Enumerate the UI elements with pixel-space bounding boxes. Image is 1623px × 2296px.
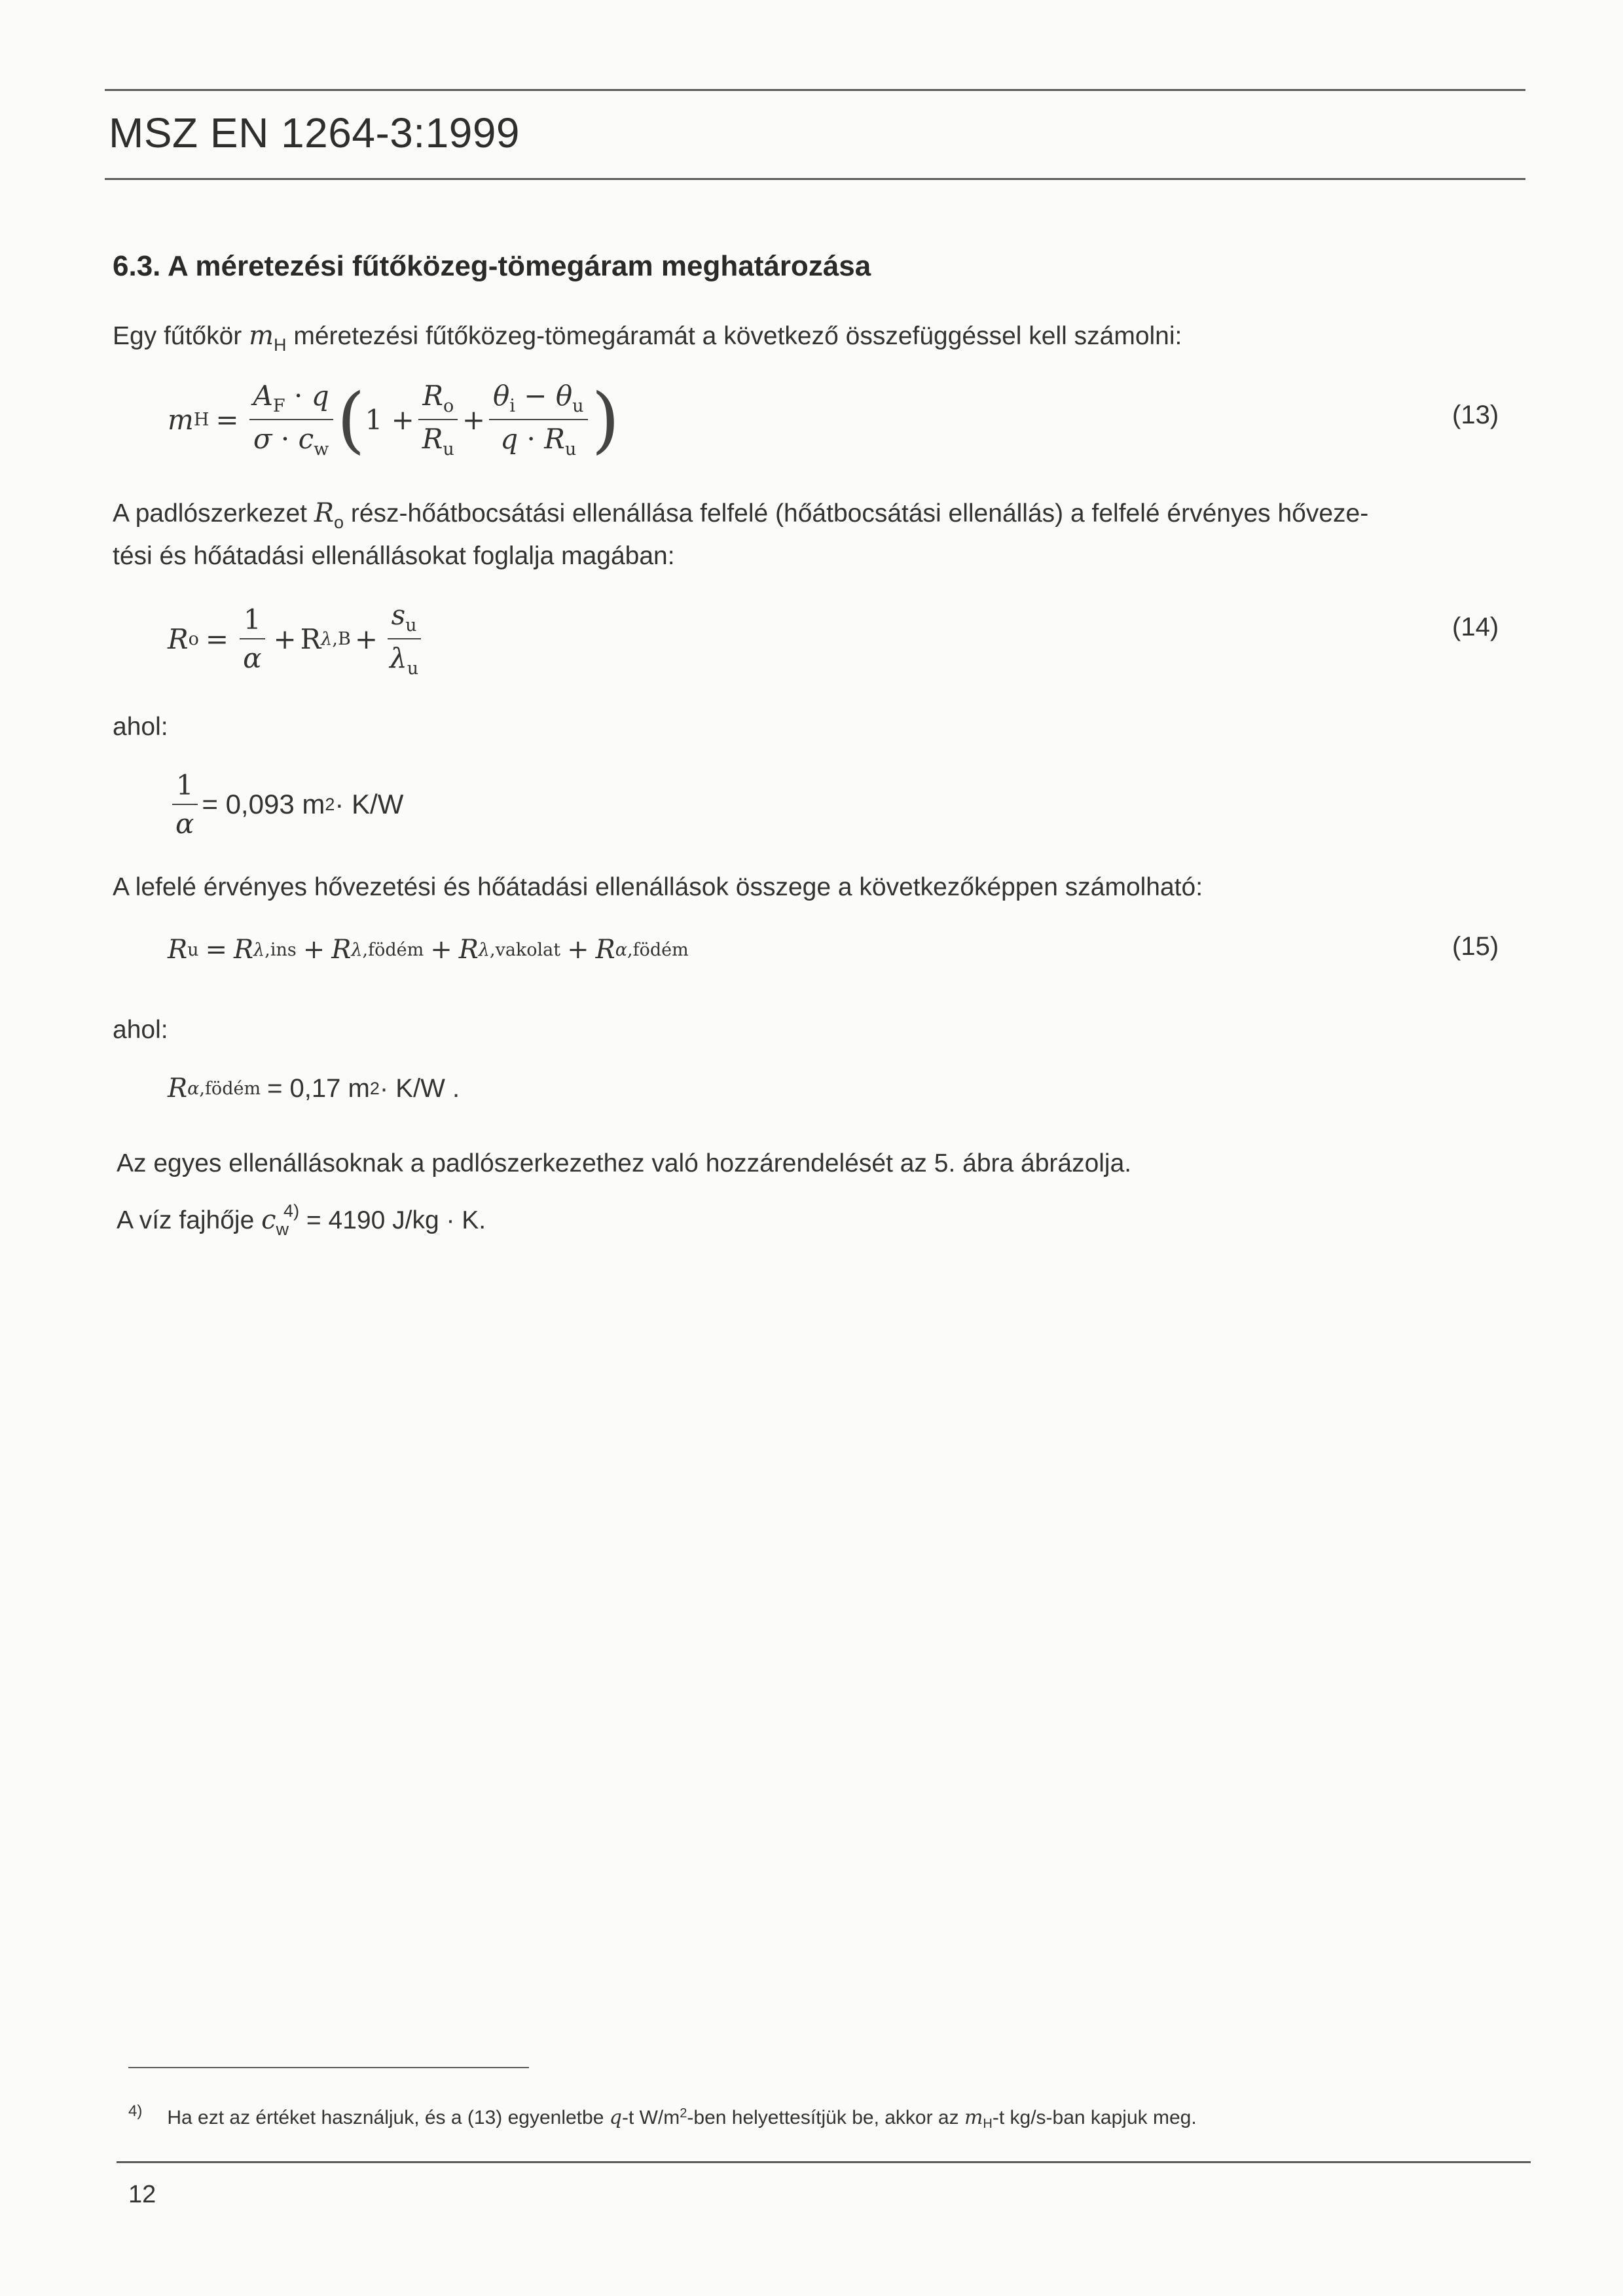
- equation-13-number: (13): [1452, 401, 1499, 429]
- header-top-rule: [105, 89, 1525, 91]
- alpha-equation: $\frac{1}{\alpha}$ = 0,093 m 2 · K/W: [168, 769, 403, 840]
- equation-14-number: (14): [1452, 613, 1499, 641]
- ellenallasok-paragraph: Az egyes ellenállásoknak a padlószerkezethez való hozzárendelését az 5. ábra ábrázolja.: [117, 1149, 1132, 1177]
- ahol-label-2: ahol:: [113, 1016, 168, 1044]
- padloszerkezet-paragraph: A padlószerkezet $R_o$ rész-hőátbocsátási ellenállása felfelé (hőátbocsátási ellenállás) a felfelé érvényes hőveze- tési és hőátadási ellenállásokat foglalja magában:: [113, 498, 1369, 570]
- footnote-separator: [128, 2067, 529, 2068]
- equation-15: R u = R λ,ins + R λ,födém + R λ,vakolat + R α,födém: [168, 935, 689, 965]
- section-number: 6.3.: [113, 250, 161, 282]
- ahol-label-1: ahol:: [113, 713, 168, 741]
- footnote-marker: 4): [128, 2102, 143, 2120]
- equation-13: m H = $\frac{A_F \cdot q}{\sigma \cdot c_w}$ ( 1 + $\frac{R_o}{R_u}$ + $\frac{\theta_i - \theta_u}{q \cdot R_u}$ ): [168, 378, 620, 461]
- page-bottom-rule: [117, 2161, 1531, 2163]
- section-heading: [113, 250, 871, 283]
- lefele-paragraph: A lefelé érvényes hővezetési és hőátadási ellenállások összege a következőképpen számolható:: [113, 873, 1203, 901]
- footnote-4: $^{4)}$ Ha ezt az értéket használjuk, és a (13) egyenletbe q-t $W/m^2$-ben helyettesítjük be, akkor az $m_H-t$ kg/s-ban kapjuk meg.: [128, 2102, 1197, 2131]
- page-number: 12: [128, 2181, 156, 2208]
- document-standard-title: MSZ EN 1264-3:1999: [109, 109, 520, 156]
- section-title: A méretezési fűtőközeg-tömegáram meghatározása: [167, 250, 871, 282]
- intro-paragraph: Egy fűtőkör $m_H$ méretezési fűtőközeg-tömegáramát a következő összefüggéssel kell számolni:: [113, 321, 1182, 355]
- equation-14: R o = $\frac{1}{\alpha}$ + R λ,B + $\frac{s_u}{\lambda_u}$: [168, 599, 426, 679]
- viz-fajhoje-paragraph: A víz fajhője $c_w^{4)} = 4190$ J/kg · K.: [117, 1201, 486, 1239]
- header-bottom-rule: [105, 178, 1525, 180]
- r-alpha-fodem-equation: R α,födém = 0,17 m 2 · K/W .: [168, 1073, 460, 1103]
- equation-15-number: (15): [1452, 932, 1499, 961]
